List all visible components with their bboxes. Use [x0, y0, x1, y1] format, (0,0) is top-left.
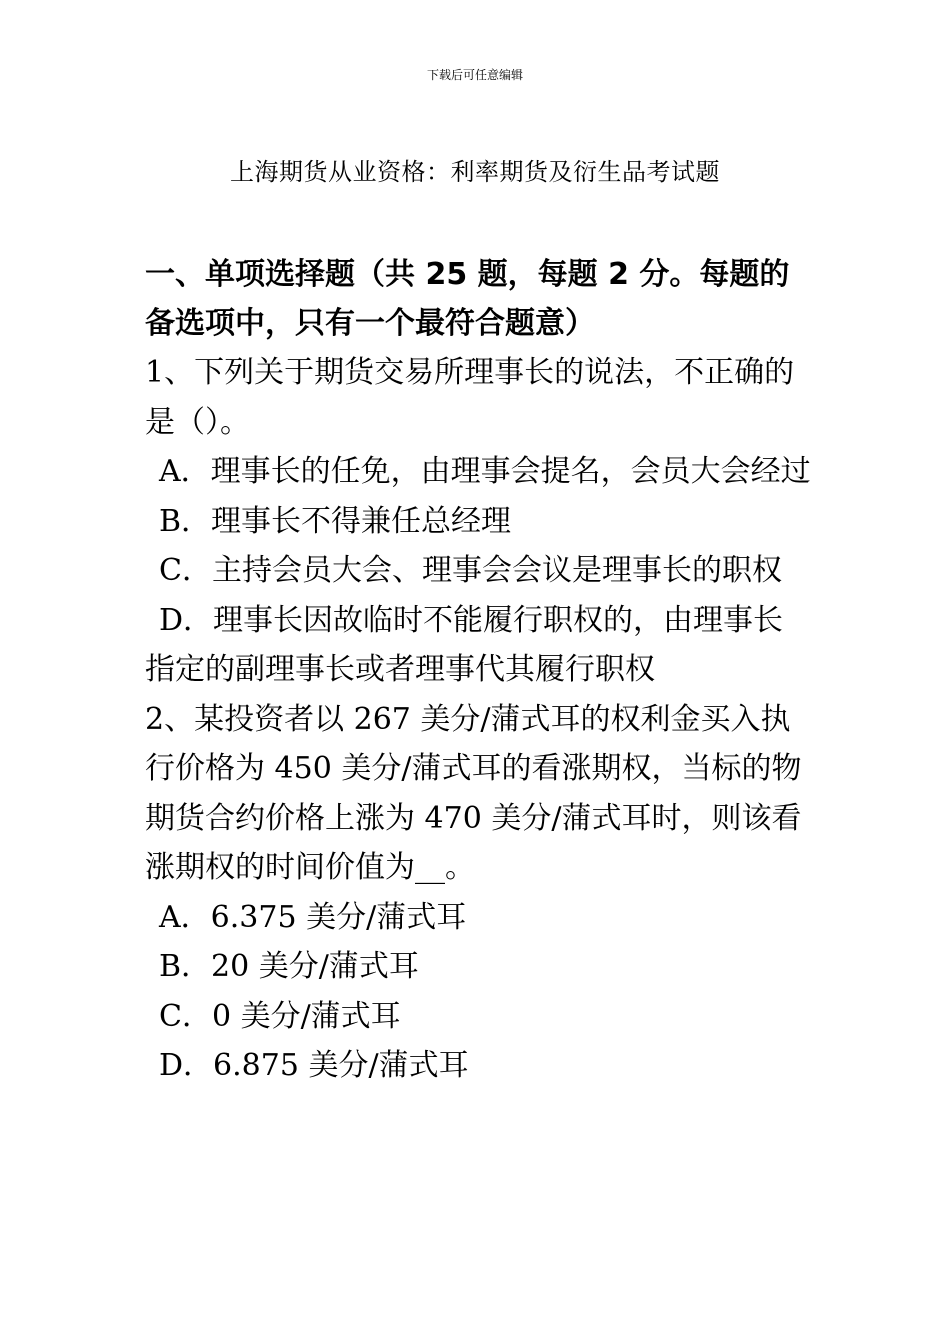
- section-heading: 一、单项选择题（共 25 题，每题 2 分。每题的备选项中，只有一个最符合题意）: [145, 257, 790, 341]
- document-body: [145, 250, 813, 1091]
- question-2-option-c: C．0 美分/蒲式耳: [159, 998, 401, 1034]
- header-note: 下载后可任意编辑: [426, 68, 523, 82]
- question-1-option-b: B．理事长不得兼任总经理: [159, 503, 512, 539]
- question-1-text: 1、下列关于期货交易所理事长的说法，不正确的是（）。: [145, 355, 795, 440]
- question-2-option-b: B．20 美分/蒲式耳: [159, 949, 419, 984]
- question-1-option-d: D．理事长因故临时不能履行职权的，由理事长指定的副理事长或者理事代其履行职权: [145, 602, 784, 687]
- document-title: 上海期货从业资格：利率期货及衍生品考试题: [230, 158, 720, 186]
- question-1-option-a: A．理事长的任免，由理事会提名，会员大会经过: [159, 454, 811, 489]
- question-2-option-d: D．6.875 美分/蒲式耳: [159, 1048, 469, 1083]
- question-1-option-c: C．主持会员大会、理事会会议是理事长的职权: [159, 553, 782, 588]
- question-2-option-a: A．6.375 美分/蒲式耳: [159, 899, 467, 935]
- question-2-text: 2、某投资者以 267 美分/蒲式耳的权利金买入执行价格为 450 美分/蒲式耳的看涨期权，当标的物期货合约价格上涨为 470 美分/蒲式耳时，则该看涨期权的时间价值为__。: [145, 701, 802, 885]
